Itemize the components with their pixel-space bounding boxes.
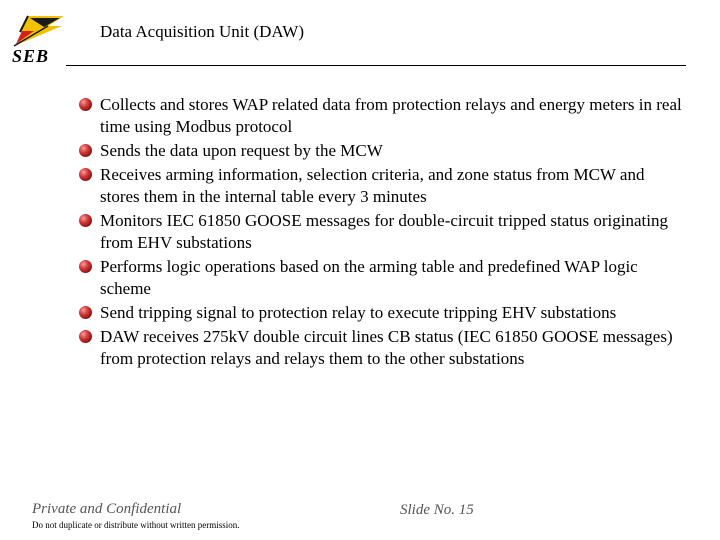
lightning-bolt-icon bbox=[8, 14, 66, 48]
bullet-list bbox=[72, 94, 682, 372]
bullet-text: Send tripping signal to protection relay to execute tripping EHV substations bbox=[100, 303, 617, 322]
bullet-item bbox=[72, 326, 682, 370]
bullet-item bbox=[72, 256, 682, 300]
bullet-icon bbox=[79, 144, 92, 157]
bullet-icon bbox=[79, 168, 92, 181]
bullet-text: Performs logic operations based on the arming table and predefined WAP logic scheme bbox=[100, 257, 638, 298]
bullet-icon bbox=[79, 98, 92, 111]
bullet-icon bbox=[79, 330, 92, 343]
bullet-item bbox=[72, 164, 682, 208]
bullet-icon bbox=[79, 214, 92, 227]
slide-number: Slide No. 15 bbox=[400, 502, 474, 518]
bullet-icon bbox=[79, 306, 92, 319]
company-logo bbox=[8, 14, 66, 66]
bullet-item bbox=[72, 94, 682, 138]
bullet-text: DAW receives 275kV double circuit lines CB status (IEC 61850 GOOSE messages) from protection relays and relays them to the other substations bbox=[100, 327, 673, 368]
title-divider bbox=[66, 65, 686, 66]
bullet-text: Monitors IEC 61850 GOOSE messages for double-circuit tripped status originating from EHV substations bbox=[100, 211, 668, 252]
bullet-item bbox=[72, 210, 682, 254]
confidential-label: Private and Confidential bbox=[32, 501, 182, 517]
bullet-item bbox=[72, 140, 682, 162]
bullet-icon bbox=[79, 260, 92, 273]
bullet-item bbox=[72, 302, 682, 324]
bullet-text: Sends the data upon request by the MCW bbox=[100, 141, 383, 160]
bullet-text: Collects and stores WAP related data from protection relays and energy meters in real time using Modbus protocol bbox=[100, 95, 682, 136]
copyright-notice: Do not duplicate or distribute without written permission. bbox=[32, 520, 240, 530]
logo-text: SEB bbox=[12, 46, 50, 66]
bullet-text: Receives arming information, selection criteria, and zone status from MCW and stores them in the internal table every 3 minutes bbox=[100, 165, 645, 206]
slide-title: Data Acquisition Unit (DAW) bbox=[100, 22, 305, 41]
